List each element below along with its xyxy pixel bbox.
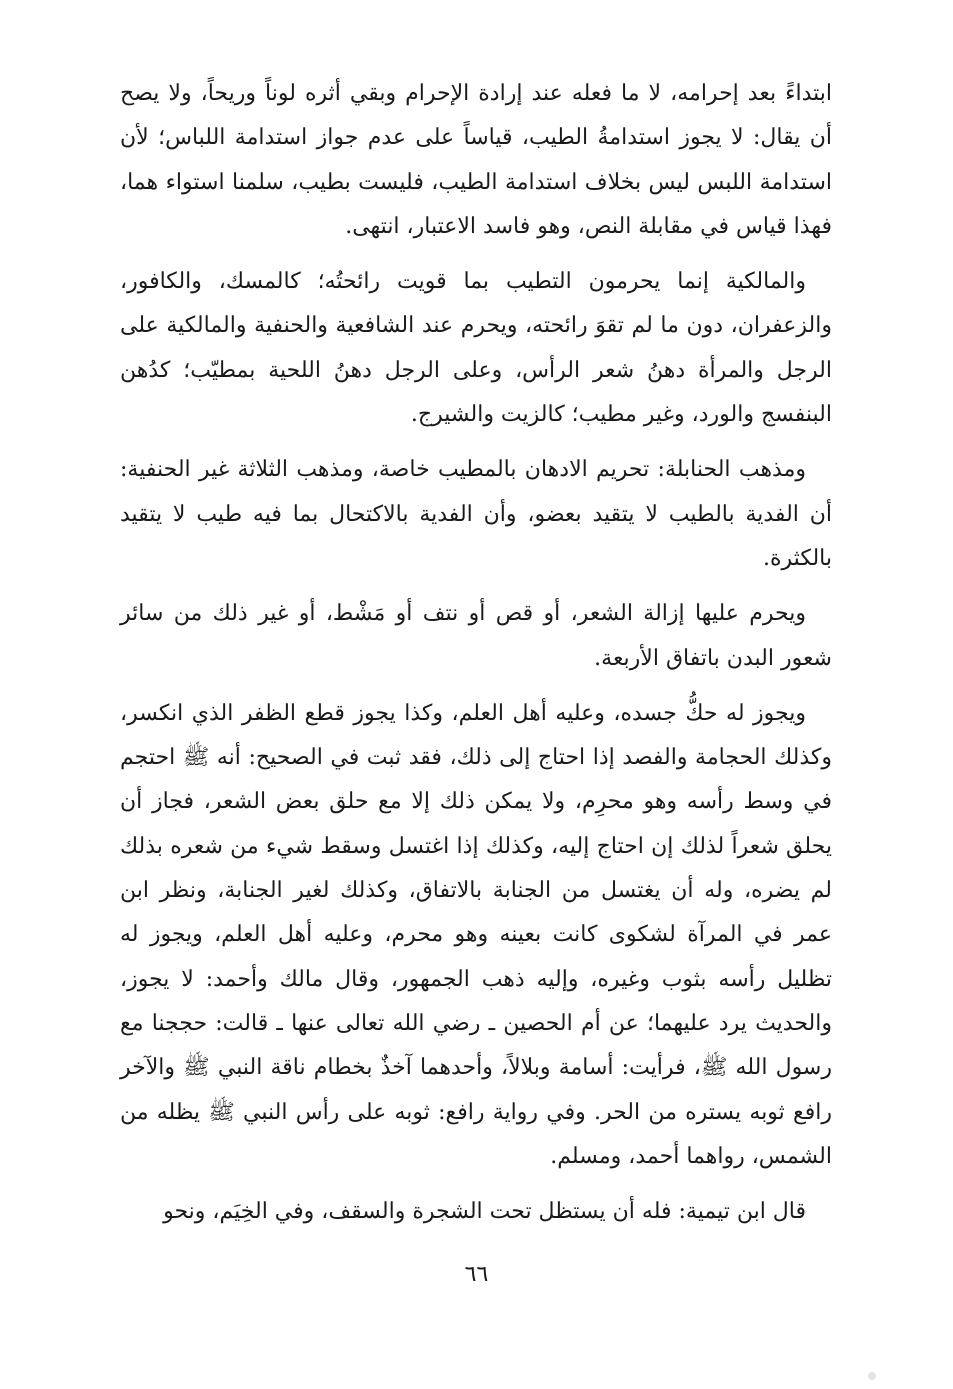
paragraph: ويجوز له حكُّ جسده، وعليه أهل العلم، وكذا يجوز قطع الظفر الذي انكسر، وكذلك الحجامة والفصد إذا احتاج إلى ذلك، فقد ثبت في الصحيح: أنه ﷺ احتجم في وسط رأسه وهو محرِم، ولا يمكن ذلك إلا مع حلق بعض الشعر، فجاز أن يحلق شعراً لذلك إن احتاج إليه، وكذلك إذا اغتسل وسقط شيء من شعره بذلك لم يضره، وله أن يغتسل من الجنابة بالاتفاق، وكذلك لغير الجنابة، ونظر ابن عمر في المرآة لشكوى كانت بعينه وهو محرم، وعليه أهل العلم، ويجوز له تظليل رأسه بثوب وغيره، وإليه ذهب الجمهور، وقال مالك وأحمد: لا يجوز، والحديث يرد عليهما؛ عن أم الحصين ـ رضي الله تعالى عنها ـ قالت: حججنا مع رسول الله ﷺ، فرأيت: أسامة وبلالاً، وأحدهما آخذٌ بخطام ناقة النبي ﷺ والآخر رافع ثوبه يستره من الحر. وفي رواية رافع: ثوبه على رأس النبي ﷺ يظله من الشمس، رواهما أحمد، ومسلم. — [120, 700, 832, 1169]
scan-speck — [868, 1372, 876, 1380]
paragraph: والمالكية إنما يحرمون التطيب بما قويت رائحتُه؛ كالمسك، والكافور، والزعفران، دون ما لم تقوَ رائحته، ويحرم عند الشافعية والحنفية والمالكية على الرجل والمرأة دهنُ شعر الرأس، وعلى الرجل دهنُ اللحية بمطيّب؛ كدُهن البنفسج والورد، وغير مطيب؛ كالزيت والشيرج. — [120, 269, 832, 428]
paragraph: ويحرم عليها إزالة الشعر، أو قص أو نتف أو مَشْط، أو غير ذلك من سائر شعور البدن باتفاق الأربعة. — [120, 601, 832, 671]
body-text — [120, 72, 832, 1245]
paragraph: قال ابن تيمية: فله أن يستظل تحت الشجرة والسقف، وفي الخِيَم، ونحو — [163, 1199, 806, 1225]
page-number: ٦٦ — [464, 1262, 489, 1287]
paragraph: ومذهب الحنابلة: تحريم الادهان بالمطيب خاصة، ومذهب الثلاثة غير الحنفية: أن الفدية بالطيب لا يتقيد بعضو، وأن الفدية بالاكتحال بما فيه طيب لا يتقيد بالكثرة. — [120, 457, 832, 571]
paragraph: ابتداءً بعد إحرامه، لا ما فعله عند إرادة الإحرام وبقي أثره لوناً وريحاً، ولا يصح أن يقال: لا يجوز استدامةُ الطيب، قياساً على عدم جواز استدامة اللباس؛ لأن استدامة اللبس ليس بخلاف استدامة الطيب، فليست بطيب، سلمنا استواء هما، فهذا قياس في مقابلة النص، وهو فاسد الاعتبار، انتهى. — [120, 81, 832, 239]
